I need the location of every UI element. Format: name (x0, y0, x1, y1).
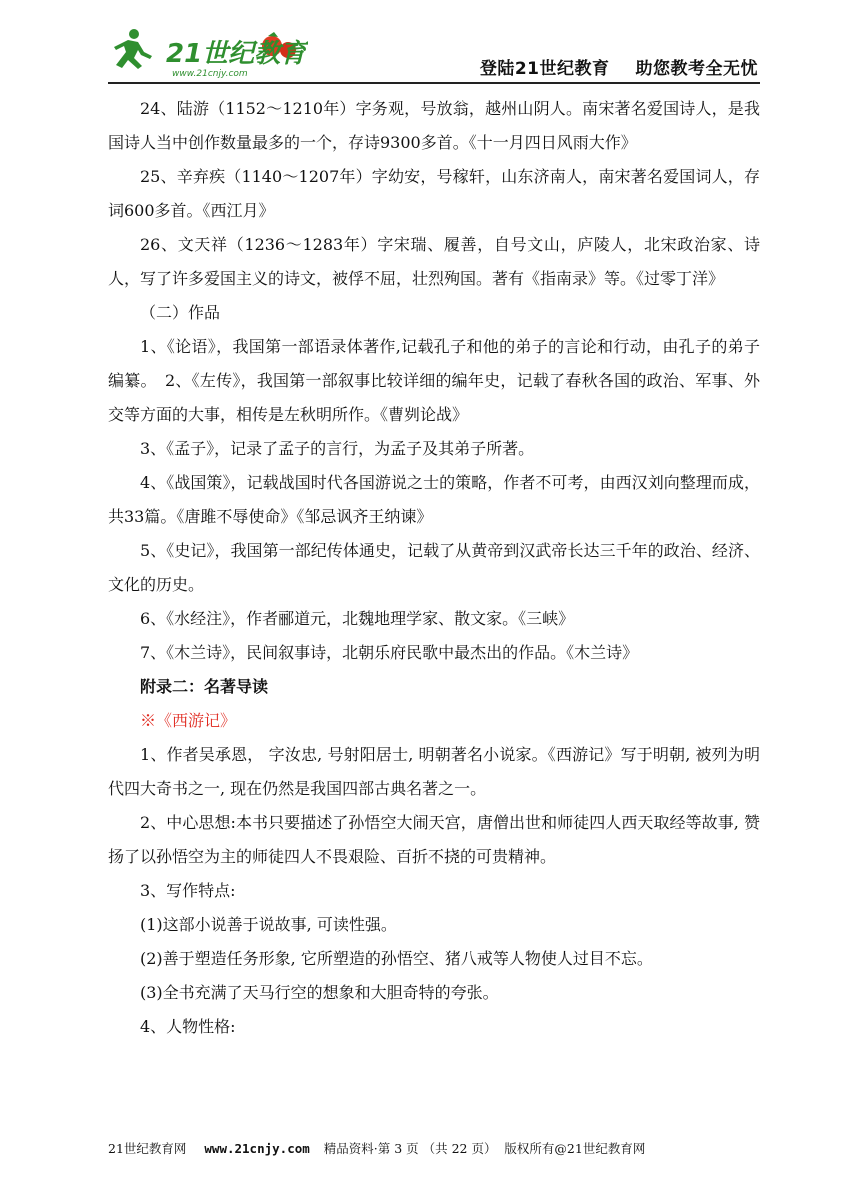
page-header (108, 22, 760, 82)
paragraph: (1)这部小说善于说故事, 可读性强。 (140, 915, 397, 934)
footer-copyright: 版权所有@21世纪教育网 (504, 1141, 646, 1156)
logo-text: 21世纪教育 (166, 39, 307, 69)
header-slogan (480, 54, 758, 79)
paragraph: 1、作者吴承恩， 字汝忠, 号射阳居士, 明朝著名小说家。《西游记》写于明朝, 被列为明代四大奇书之一, 现在仍然是我国四部古典名著之一。 (108, 745, 760, 798)
paragraph: 3、《孟子》，记录了孟子的言行，为孟子及其弟子所著。 (140, 439, 535, 458)
paragraph: 4、人物性格: (140, 1017, 236, 1036)
slogan-left: 登陆21世纪教育 (479, 59, 610, 79)
section-heading: 附录二：名著导读 (140, 677, 269, 696)
footer-site-link[interactable]: www.21cnjy.com (204, 1141, 310, 1156)
paragraph: (2)善于塑造任务形象, 它所塑造的孙悟空、猪八戒等人物使人过目不忘。 (140, 949, 653, 968)
paragraph: 25、辛弃疾（1140～1207年）字幼安，号稼轩，山东济南人，南宋著名爱国词人，存词600多首。《西江月》 (108, 167, 760, 220)
paragraph: 7、《木兰诗》，民间叙事诗，北朝乐府民歌中最杰出的作品。《木兰诗》 (140, 643, 639, 662)
paragraph: （二）作品 (140, 303, 221, 322)
paragraph: 6、《水经注》，作者郦道元，北魏地理学家、散文家。《三峡》 (140, 609, 575, 628)
paragraph: 2、中心思想:本书只要描述了孙悟空大闹天宫，唐僧出世和师徒四人西天取经等故事, 赞扬了以孙悟空为主的师徒四人不畏艰险、百折不挠的可贵精神。 (108, 813, 760, 866)
slogan-right: 助您教考全无忧 (635, 59, 758, 79)
footer-left: 21世纪教育网 (108, 1141, 187, 1156)
paragraph: 3、写作特点: (140, 881, 236, 900)
header-divider (108, 82, 760, 84)
paragraph: 1、《论语》，我国第一部语录体著作,记载孔子和他的弟子的言论和行动，由孔子的弟子编纂。 2、《左传》，我国第一部叙事比较详细的编年史，记载了春秋各国的政治、军事、外交等方面的大事，相传是左秋明所作。《曹刿论战》 (108, 337, 760, 424)
page-footer (108, 1139, 760, 1157)
paragraph: 5、《史记》，我国第一部纪传体通史，记载了从黄帝到汉武帝长达三千年的政治、经济、文化的历史。 (108, 541, 760, 594)
21cnjy-logo (108, 22, 308, 80)
footer-page-info: 精品资料·第 3 页 （共 22 页） (323, 1141, 497, 1156)
logo-url: www.21cnjy.com (172, 69, 248, 79)
paragraph: ※《西游记》 (140, 711, 237, 730)
paragraph: 4、《战国策》，记载战国时代各国游说之士的策略，作者不可考，由西汉刘向整理而成，共33篇。《唐雎不辱使命》《邹忌讽齐王纳谏》 (108, 473, 760, 526)
paragraph: (3)全书充满了天马行空的想象和大胆奇特的夸张。 (140, 983, 499, 1002)
paragraph: 24、陆游（1152～1210年）字务观，号放翁，越州山阴人。南宋著名爱国诗人，是我国诗人当中创作数量最多的一个，存诗9300多首。《十一月四日风雨大作》 (108, 99, 760, 152)
paragraph: 26、文天祥（1236～1283年）字宋瑞、履善，自号文山，庐陵人，北宋政治家、诗人，写了许多爱国主义的诗文，被俘不屈，壮烈殉国。著有《指南录》等。《过零丁洋》 (108, 235, 760, 288)
document-body (108, 92, 760, 1044)
